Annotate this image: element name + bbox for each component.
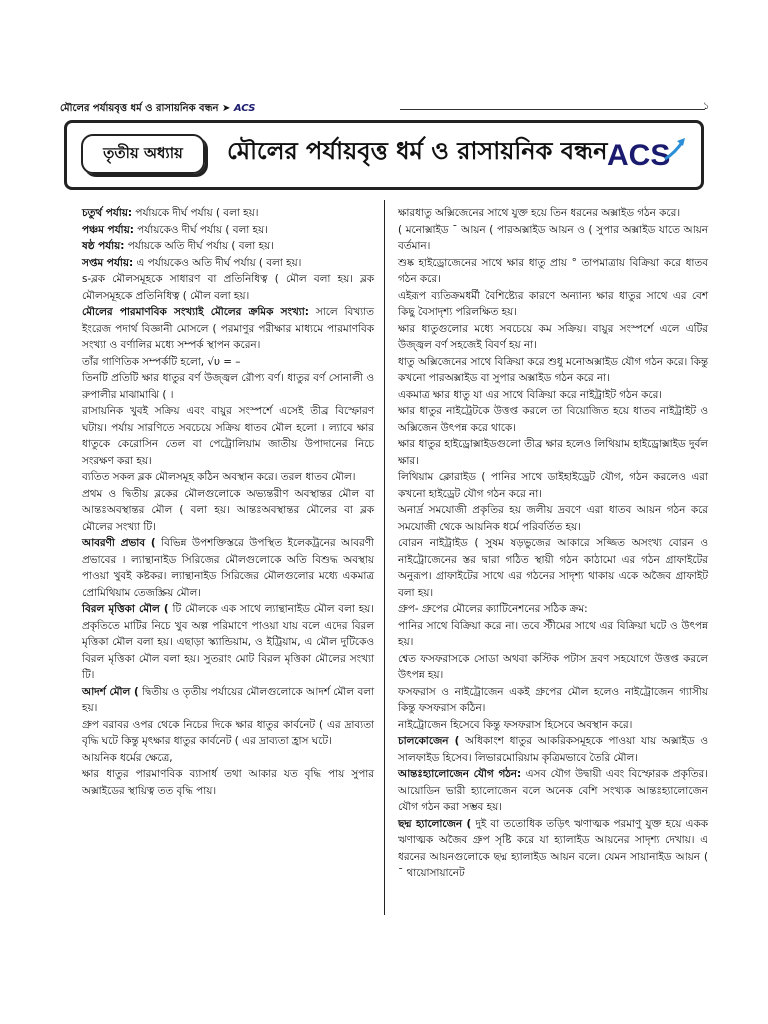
paragraph-text: s-ব্লক মৌলসমূহকে সাধারণ বা প্রতিনিধিত্ব ( মৌল বলা হয়। ব্লক মৌলসমূহকে প্রতিনিধিত্ব ( মৌল বলা হয়। [82, 273, 374, 302]
paragraph [82, 717, 374, 750]
paragraph-heading: আদর্শ মৌল ( [82, 685, 139, 698]
running-logo: ACS [233, 103, 256, 114]
paragraph-text: দ্বিতীয় ও তৃতীয় পর্যায়ের মৌলগুলোকে আদর্শ মৌল বলা হয়। [82, 685, 374, 714]
paragraph [82, 370, 374, 403]
acs-logo [605, 133, 689, 173]
paragraph-text: পর্যায়কে দীর্ঘ পর্যায় ( বলা হয়। [132, 207, 259, 219]
paragraph-text: ক্ষার ধাতুগুলোর মধ্যে সবচেয়ে কম সক্রিয়। বায়ুর সংস্পর্শে এলে এটির উজ্জ্বল বর্ণ সহজেই বিবর্ণ হয় না। [398, 322, 708, 351]
paragraph [398, 733, 708, 766]
right-column [398, 205, 708, 882]
paragraph [398, 205, 708, 222]
paragraph-text: অধিকাংশ ধাতুর আকরিকসমূহকে পাওয়া যায় অক্সাইড ও সালফাইড হিসেব। লিভারমোরিয়াম কৃত্রিমভাবে তৈরি মৌল। [398, 735, 708, 764]
paragraph-text: ধাতু অক্সিজেনের সাথে বিক্রিয়া করে শুধু মনোঅক্সাইড যৌগ গঠন করে। কিন্তু কখনো পারঅক্সাইড বা সুপার অক্সাইড গঠন করে না। [398, 355, 708, 384]
paragraph [398, 651, 708, 684]
paragraph-text: নাইট্রোজেন হিসেবে কিন্তু ফসফরাস হিসেবে অবস্থান করে। [398, 718, 633, 731]
running-title: মৌলের পর্যায়বৃত্ত ধর্ম ও রাসায়নিক বন্ধন ➤ [60, 103, 231, 114]
chapter-banner [64, 120, 704, 190]
left-column [82, 205, 374, 799]
paragraph-text: ( মনোক্সাইড ¯ আয়ন ( পারঅক্সাইড আয়ন ও ( সুপার অক্সাইড যাতে আয়ন বর্তমান। [398, 223, 708, 252]
paragraph [398, 403, 708, 436]
acs-logo-text: ACS [607, 139, 671, 172]
header-rule [400, 109, 705, 110]
paragraph-heading: চালকোজেন ( [398, 735, 460, 747]
paragraph-text: তাঁর গাণিতিক সম্পর্কটি হলো, √υ = – [82, 355, 241, 368]
paragraph [398, 535, 708, 601]
paragraph-text: প্রথম ও দ্বিতীয় ব্লকের মৌলগুলোকে অভ্যন্তরীণ অবস্থান্তর মৌল বা আন্তঃঅবস্থান্তর মৌল ( বলা হয়। আন্তঃঅবস্থান্তর মৌলের বা ব্লক মৌলের সংখ্যা টি। [82, 487, 374, 533]
paragraph-text: এইরূপ ব্যতিক্রমধর্মী বৈশিষ্ট্যের কারণে অন্যান্য ক্ষার ধাতুর সাথে এর বেশ কিছু বৈসাদৃশ্য পরিলক্ষিত হয়। [398, 289, 708, 318]
paragraph [82, 486, 374, 536]
paragraph-text: রাসায়নিক খুবই সক্রিয় এবং বায়ুর সংস্পর্শে এসেই তীব্র বিস্ফোরণ ঘটায়। পর্যায় সারণিতে সবচেয়ে সক্রিয় ধাতব মৌল হলো । ল্যাবে ক্ষার ধাতুকে কেরোসিন তেল বা পেট্রোলিয়াম জাতীয় উপাদানের নিচে সংরক্ষণ করা হয়। [82, 405, 374, 467]
paragraph-text: বিভিন্ন উপশক্তিস্তরে উপস্থিত ইলেকট্রনের আবরণী প্রভাবের । ল্যান্থানাইড সিরিজের মৌলগুলোকে অতি বিশুদ্ধ অবস্থায় পাওয়া খুবই কষ্টকর। ল্যান্থানাইড সিরিজের মৌলগুলোর মধ্যে একমাত্র প্রোমিথিয়াম তেজস্ক্রিয় মৌল। [82, 537, 374, 599]
paragraph [82, 403, 374, 469]
running-header [60, 101, 255, 118]
paragraph-text: তিনটি প্রতিটি ক্ষার ধাতুর বর্ণ উজ্জ্বল রৌপ্য বর্ণ। ধাতুর বর্ণ সোনালী ও রুপালীর মাঝামাঝি ( । [82, 372, 374, 401]
paragraph [82, 255, 374, 272]
paragraph-text: ক্ষার ধাতুর হাইড্রোক্সাইডগুলো তীব্র ক্ষার হলেও লিথিয়াম হাইড্রোক্সাইড দুর্বল ক্ষার। [398, 438, 708, 467]
paragraph-text: ফসফরাস ও নাইট্রোজেন একই গ্রুপের মৌল হলেও নাইট্রোজেন গ্যাসীয় কিন্তু ফসফরাস কঠিন। [398, 685, 708, 714]
paragraph [398, 387, 708, 404]
paragraph-text: বোরন নাইট্রাইড ( সুষম ষড়ভুজের আকারে সজ্জিত অসংখ্য বোরন ও নাইট্রোজেনের স্তর দ্বারা গঠিত স্থায়ী গঠন কাঠামো এর গঠন গ্রাফাইটের অনুরূপ। গ্রাফাইটের সাথে এর গঠনের সাদৃশ্য থাকায় একে অজৈব গ্রাফাইট বলা হয়। [398, 537, 708, 599]
page-number: ১ [703, 101, 710, 112]
paragraph-text: টি মৌলকে এক সাথে ল্যান্থানাইড মৌল বলা হয়। প্রকৃতিতে মাটির নিচে খুব অল্প পরিমাণে পাওয়া যায় বলে এদের বিরল মৃত্তিকা মৌল বলা হয়। এছাড়া স্ক্যান্ডিয়াম, ও ইট্রিয়াম, এ মৌল দুটিকেও বিরল মৃত্তিকা মৌল বলা হয়। সুতরাং মোট বিরল মৃত্তিকা মৌলের সংখ্যা টি। [82, 603, 374, 681]
chapter-title: মৌলের পর্যায়বৃত্ত ধর্ম ও রাসায়নিক বন্ধন [227, 137, 608, 165]
paragraph [398, 717, 708, 734]
paragraph-text: একমাত্র ক্ষার ধাতু যা এর সাথে বিক্রিয়া করে নাইট্রাইট গঠন করে। [398, 388, 663, 401]
paragraph [82, 750, 374, 767]
paragraph [82, 535, 374, 601]
paragraph [82, 766, 374, 799]
paragraph [398, 684, 708, 717]
paragraph-heading: আবরণী প্রভাব ( [82, 537, 156, 549]
paragraph [82, 205, 374, 222]
paragraph [398, 255, 708, 288]
paragraph-text: শুষ্ক হাইড্রোজেনের সাথে ক্ষার ধাতু প্রায় ° তাপমাত্রায় বিক্রিয়া করে ধাতব গঠন করে। [398, 256, 708, 285]
paragraph [82, 222, 374, 239]
paragraph-text: অনার্দ্র সমযোজী প্রকৃতির হয় জলীয় দ্রবণে এরা ধাতব আয়ন গঠন করে সমযোজী থেকে আয়নিক ধর্মে পরিবর্তিত হয়। [398, 504, 708, 533]
paragraph-text: এ পর্যায়কেও অতি দীর্ঘ পর্যায় ( বলা হয়। [133, 256, 302, 269]
paragraph [398, 288, 708, 321]
paragraph [398, 766, 708, 816]
paragraph-text: গ্রুপ- গ্রুপের মৌলের ক্যাটিনেশনের সঠিক ক্রম: [398, 603, 588, 615]
paragraph-heading: ছদ্ম হ্যালোজেন ( [398, 817, 472, 830]
paragraph [82, 684, 374, 717]
paragraph [398, 354, 708, 387]
paragraph [82, 238, 374, 255]
paragraph [398, 502, 708, 535]
paragraph-text: পর্যায়কে অতি দীর্ঘ পর্যায় ( বলা হয়। [124, 240, 274, 252]
paragraph-heading: সপ্তম পর্যায়: [82, 256, 134, 269]
paragraph-text: দুই বা ততোধিক তড়িৎ ঋণাত্মক পরমাণু যুক্ত হয়ে একক ঋণাত্মক অজৈব গ্রুপ সৃষ্টি করে যা হ্যালাইড আয়নের সাদৃশ্য দেখায়। এ ধরনের আয়নগুলোকে ছদ্ম হ্যালাইড আয়ন বলে। যেমন সায়ানাইড আয়ন ( ¯ থায়োসায়ানেট [398, 817, 708, 879]
paragraph-text: এসব যৌগ উদ্বায়ী এবং বিস্ফোরক প্রকৃতির। আয়োডিন ভারী হ্যালোজেন বলে অনেক বেশি সংখ্যক আন্তঃহ্যালোজেন যৌগ গঠন করা সম্ভব হয়। [398, 768, 708, 813]
paragraph [398, 469, 708, 502]
paragraph-text: ক্ষারধাতু অক্সিজেনের সাথে যুক্ত হয়ে তিন ধরনের অক্সাইড গঠন করে। [398, 207, 681, 219]
paragraph-text: ক্ষার ধাতুর নাইট্রেটকে উত্তপ্ত করলে তা বিয়োজিত হয়ে ধাতব নাইট্রাইট ও অক্সিজেন উৎপন্ন করে থাকে। [398, 405, 708, 434]
paragraph-text: ক্ষার ধাতুর পারমাণবিক ব্যাসার্ধ তথা আকার যত বৃদ্ধি পায় সুপার অক্সাইডের স্থায়িত্ব তত বৃদ্ধি পায়। [82, 768, 374, 797]
paragraph-heading: মৌলের পারমাণবিক সংখ্যাই মৌলের ক্রমিক সংখ্যা: [82, 306, 309, 318]
paragraph [82, 469, 374, 486]
paragraph [82, 601, 374, 684]
paragraph-text: লিথিয়াম ক্লোরাইড ( পানির সাথে ডাইহাইড্রেট যৌগ, গঠন করলেও এরা কখনো হাইড্রেট যৌগ গঠন করে না। [398, 471, 708, 500]
paragraph [82, 304, 374, 354]
paragraph-heading: বিরল মৃত্তিকা মৌল ( [82, 603, 169, 615]
paragraph-text: পানির সাথে বিক্রিয়া করে না। তবে স্টীমের সাথে এর বিক্রিয়া ঘটে ও উৎপন্ন হয়। [398, 619, 708, 648]
paragraph [398, 816, 708, 882]
paragraph [398, 601, 708, 618]
paragraph [398, 618, 708, 651]
paragraph-text: আয়নিক ধর্মের ক্ষেত্রে, [82, 751, 173, 764]
column-divider [384, 200, 385, 915]
chapter-label: তৃতীয় অধ্যায় [81, 134, 205, 174]
paragraph-text: গ্রুপ বরাবর ওপর থেকে নিচের দিকে ক্ষার ধাতুর কার্বনেট ( এর দ্রাব্যতা বৃদ্ধি ঘটে কিন্তু মৃৎক্ষার ধাতুর কার্বনেট ( এর দ্রাব্যতা হ্রাস ঘটে। [82, 718, 374, 747]
paragraph-heading: পঞ্চম পর্যায়: [82, 223, 134, 236]
paragraph-heading: চতুর্থ পর্যায়: [82, 207, 133, 219]
paragraph [398, 321, 708, 354]
paragraph [398, 436, 708, 469]
paragraph-text: সালে বিখ্যাত ইংরেজ পদার্থ বিজ্ঞানী মোসলে ( পরমাণুর পরীক্ষার মাধ্যমে পারমাণবিক সংখ্যা ও বর্ণালির মধ্যে সম্পর্ক স্থাপন করেন। [82, 306, 374, 351]
paragraph-heading: আন্তঃহ্যালোজেন যৌগ গঠন: [398, 768, 522, 780]
paragraph [82, 271, 374, 304]
paragraph-text: পর্যায়কেও দীর্ঘ পর্যায় ( বলা হয়। [133, 223, 268, 236]
paragraph [82, 354, 374, 371]
paragraph-heading: ষষ্ঠ পর্যায়: [82, 240, 125, 252]
paragraph-text: শ্বেত ফসফরাসকে সোডা অথবা কস্টিক পটাস দ্রবণ সহযোগে উত্তপ্ত করলে উৎপন্ন হয়। [398, 652, 708, 681]
paragraph-text: ব্যতিত সকল ব্লক মৌলসমূহ কঠিন অবস্থান করে। তরল ধাতব মৌল। [82, 471, 356, 483]
paragraph [398, 222, 708, 255]
